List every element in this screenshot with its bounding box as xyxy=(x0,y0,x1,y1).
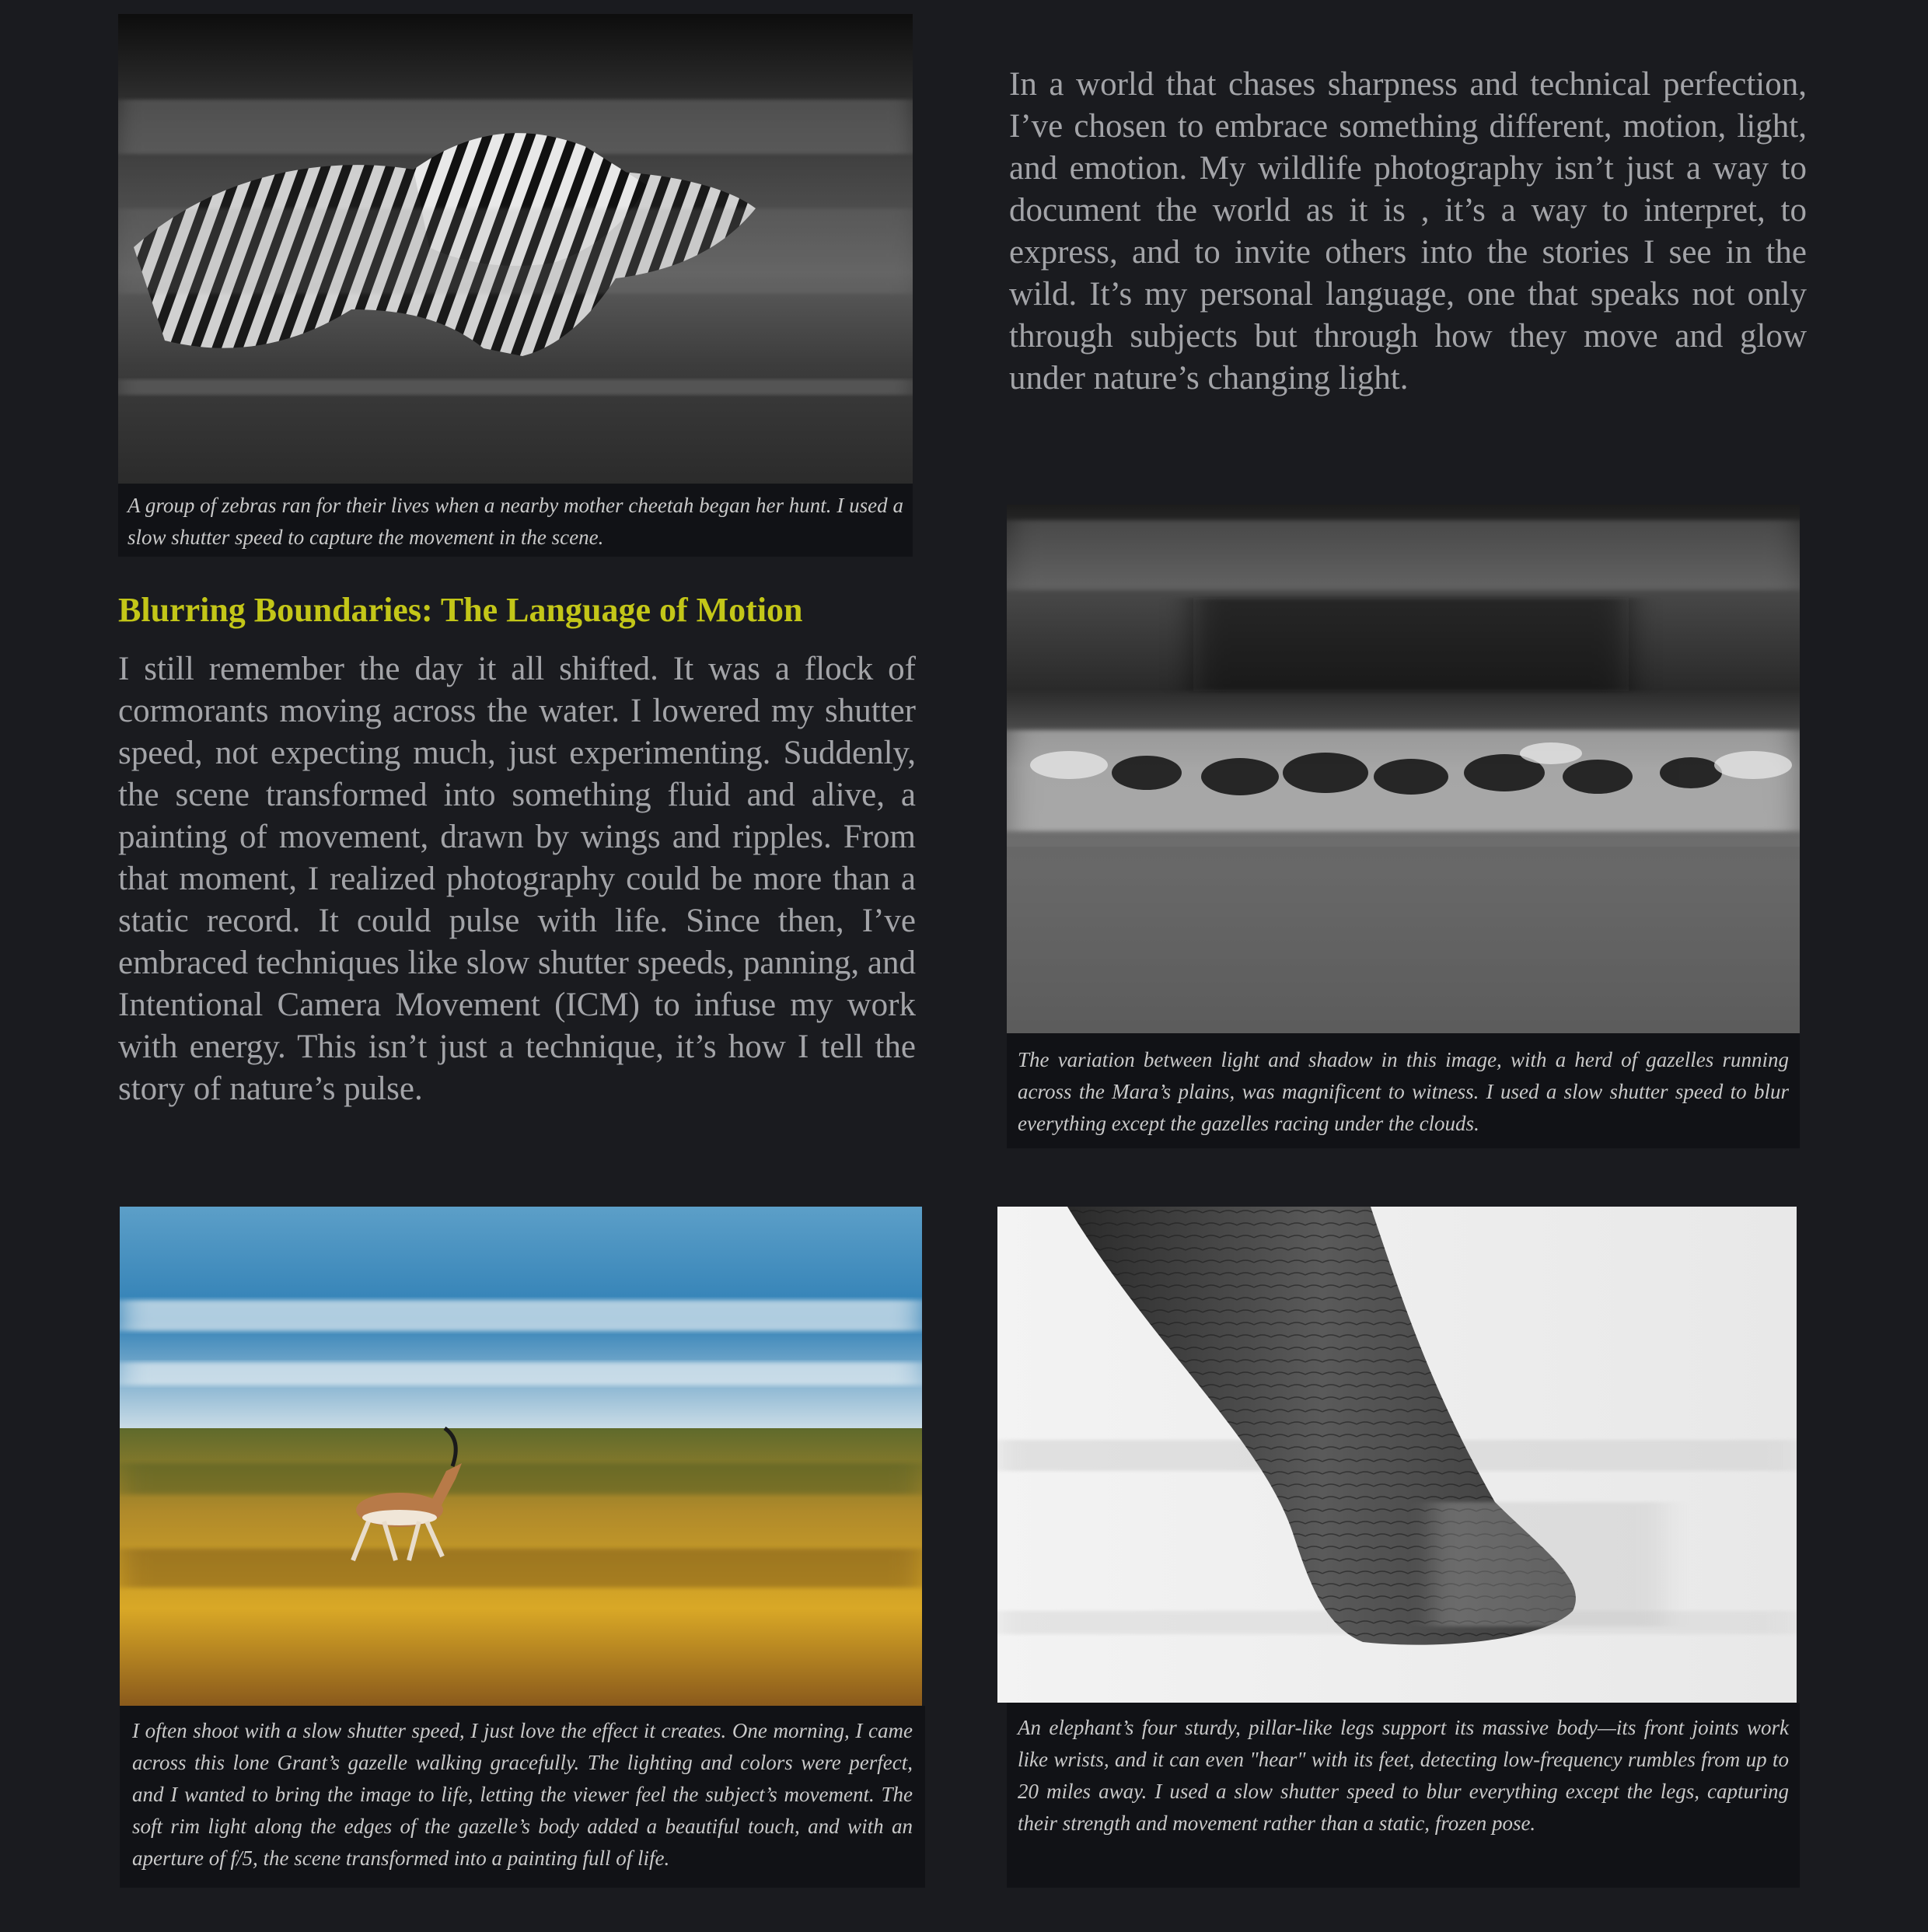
zebras-image xyxy=(118,14,913,484)
photo-zebras xyxy=(118,14,913,484)
intro-paragraph: In a world that chases sharpness and technical perfection, I’ve chosen to embrace something different, motion, light, and emotion. My wildlife photography isn’t just a way to document the world as it is , it’s a way to interpret, to express, and to invite others into the stories I see in the wild. It’s my personal language, one that speaks not only through subjects but through how they move and glow under nature’s changing light. xyxy=(1009,66,1807,397)
gazelle-herd-image xyxy=(1007,505,1800,1033)
photo-caption-grants-gazelle xyxy=(120,1706,925,1888)
caption-text: An elephant’s four sturdy, pillar-like legs support its massive body—its front joints work like wrists, and it can even "hear" with its feet, detecting low-frequency rumbles from up to 20 miles away. I used a slow shutter speed to blur everything except the legs, capturing their strength and movement rather than a static, frozen pose. xyxy=(1018,1716,1789,1835)
caption-text: The variation between light and shadow in this image, with a herd of gazelles running across the Mara’s plains, was magnificent to witness. I used a slow shutter speed to blur everything except the gazelles racing under the clouds. xyxy=(1018,1048,1789,1135)
photo-caption-gazelle-herd xyxy=(1007,1033,1800,1148)
photo-elephant-leg xyxy=(997,1207,1797,1703)
story-paragraph: I still remember the day it all shifted. It was a flock of cormorants moving across the water. I lowered my shutter speed, not expecting much, just experimenting. Suddenly, the scene transformed into something fluid and alive, a painting of movement, drawn by wings and ripples. From that moment, I realized photography could be more than a static record. It could pulse with life. Since then, I’ve embraced techniques like slow shutter speeds, panning, and Intentional Camera Movement (ICM) to infuse my work with energy. This isn’t just a technique, it’s how I tell the story of nature’s pulse. xyxy=(118,651,916,1107)
photo-caption-elephant-leg xyxy=(1007,1703,1800,1888)
grants-gazelle-image xyxy=(120,1207,922,1706)
photo-caption-zebras xyxy=(118,484,913,557)
caption-text: I often shoot with a slow shutter speed, I just love the effect it creates. One morning, I came across this lone Grant’s gazelle walking gracefully. The lighting and colors were perfect, and I wanted to bring the image to life, letting the viewer feel the subject’s movement. The soft rim light along the edges of the gazelle’s body added a beautiful touch, and with an aperture of f/5, the scene transformed into a painting full of life. xyxy=(132,1719,913,1870)
caption-text: A group of zebras ran for their lives when a nearby mother cheetah began her hunt. I used a slow shutter speed to capture the movement in the scene. xyxy=(127,494,903,549)
photo-grants-gazelle xyxy=(120,1207,922,1706)
photo-gazelle-herd xyxy=(1007,505,1800,1033)
section-heading: Blurring Boundaries: The Language of Motion xyxy=(118,591,803,629)
elephant-leg-image xyxy=(997,1207,1797,1703)
